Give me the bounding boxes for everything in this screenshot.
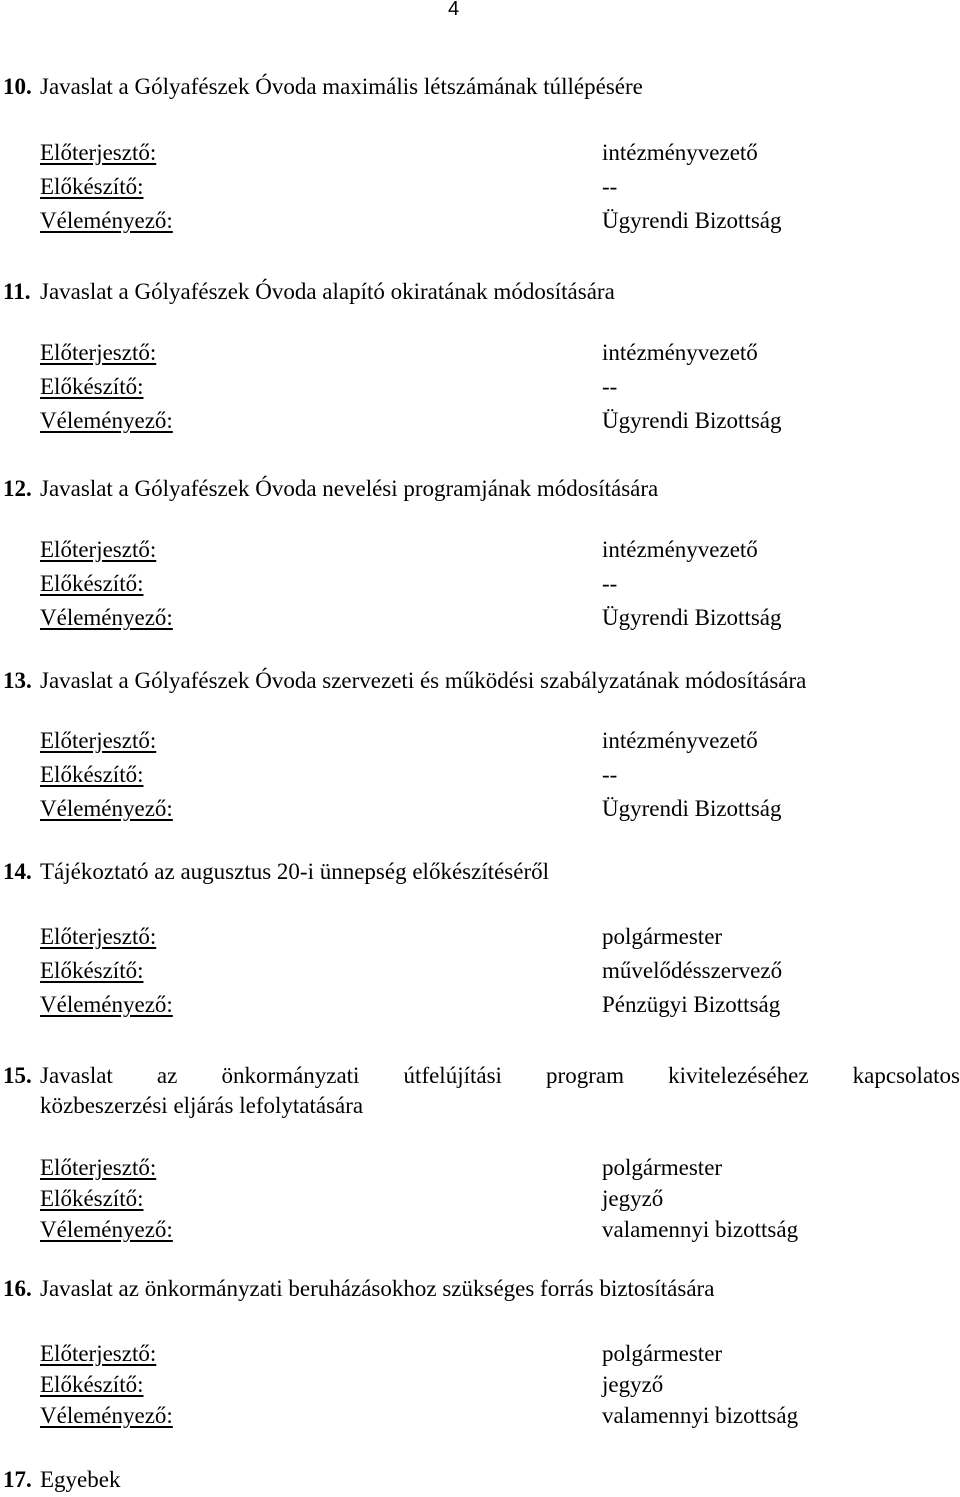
presenter-label: Előterjesztő: (40, 140, 157, 165)
preparer-row (40, 370, 960, 404)
agenda-item-roles (40, 533, 960, 635)
presenter-value: polgármester (602, 924, 723, 949)
presenter-label: Előterjesztő: (40, 1341, 157, 1366)
presenter-value: polgármester (602, 1341, 723, 1366)
preparer-value: művelődésszervező (602, 958, 783, 983)
preparer-label: Előkészítő: (40, 174, 144, 199)
reviewer-row (40, 988, 960, 1022)
agenda-item-title: Javaslat az önkormányzati beruházásokhoz szükséges forrás biztosítására (40, 1276, 715, 1301)
presenter-value: polgármester (602, 1155, 723, 1180)
preparer-label: Előkészítő: (40, 1186, 144, 1211)
reviewer-row (40, 601, 960, 635)
reviewer-row (40, 1214, 960, 1245)
agenda-item-number: 15. (3, 1063, 32, 1088)
reviewer-value: Ügyrendi Bizottság (602, 208, 782, 233)
agenda-item-roles (40, 1152, 960, 1245)
presenter-label: Előterjesztő: (40, 537, 157, 562)
reviewer-value: Pénzügyi Bizottság (602, 992, 781, 1017)
preparer-row (40, 170, 960, 204)
preparer-value: -- (602, 571, 618, 596)
preparer-label: Előkészítő: (40, 374, 144, 399)
agenda-item-title-continued: közbeszerzési eljárás lefolytatására (40, 1093, 364, 1118)
reviewer-label: Véleményező: (40, 796, 173, 821)
preparer-value: -- (602, 374, 618, 399)
reviewer-label: Véleményező: (40, 1403, 173, 1428)
preparer-row (40, 567, 960, 601)
agenda-item-roles (40, 336, 960, 438)
agenda-item-title: Javaslat az önkormányzati útfelújítási program kivitelezéséhez kapcsolatos (40, 1063, 960, 1088)
reviewer-value: valamennyi bizottság (602, 1403, 799, 1428)
reviewer-value: valamennyi bizottság (602, 1217, 799, 1242)
presenter-label: Előterjesztő: (40, 1155, 157, 1180)
agenda-item-number: 13. (3, 668, 32, 693)
reviewer-label: Véleményező: (40, 992, 173, 1017)
agenda-item-title: Javaslat a Gólyafészek Óvoda szervezeti és működési szabályzatának módosítására (40, 668, 807, 693)
presenter-value: intézményvezető (602, 140, 758, 165)
reviewer-label: Véleményező: (40, 408, 173, 433)
presenter-row (40, 1338, 960, 1369)
agenda-item-number: 12. (3, 476, 32, 501)
reviewer-label: Véleményező: (40, 1217, 173, 1242)
preparer-row (40, 1369, 960, 1400)
agenda-item-title: Javaslat a Gólyafészek Óvoda maximális létszámának túllépésére (40, 74, 643, 99)
reviewer-label: Véleményező: (40, 605, 173, 630)
presenter-row (40, 533, 960, 567)
preparer-row (40, 1183, 960, 1214)
presenter-row (40, 136, 960, 170)
agenda-item-roles (40, 724, 960, 826)
preparer-value: jegyző (602, 1372, 664, 1397)
agenda-item-number: 16. (3, 1276, 32, 1301)
reviewer-row (40, 1400, 960, 1431)
presenter-value: intézményvezető (602, 537, 758, 562)
agenda-item-number: 17. (3, 1467, 32, 1492)
preparer-row (40, 758, 960, 792)
presenter-value: intézményvezető (602, 728, 758, 753)
presenter-label: Előterjesztő: (40, 340, 157, 365)
preparer-label: Előkészítő: (40, 1372, 144, 1397)
reviewer-value: Ügyrendi Bizottság (602, 408, 782, 433)
reviewer-row (40, 404, 960, 438)
agenda-item-number: 10. (3, 74, 32, 99)
preparer-row (40, 954, 960, 988)
presenter-value: intézményvezető (602, 340, 758, 365)
presenter-label: Előterjesztő: (40, 728, 157, 753)
page-number: 4 (448, 0, 460, 20)
preparer-value: -- (602, 762, 618, 787)
reviewer-row (40, 204, 960, 238)
reviewer-label: Véleményező: (40, 208, 173, 233)
presenter-label: Előterjesztő: (40, 924, 157, 949)
preparer-label: Előkészítő: (40, 958, 144, 983)
preparer-value: jegyző (602, 1186, 664, 1211)
preparer-label: Előkészítő: (40, 762, 144, 787)
agenda-item-roles (40, 920, 960, 1022)
agenda-item-title: Tájékoztató az augusztus 20-i ünnepség előkészítéséről (40, 859, 550, 884)
reviewer-value: Ügyrendi Bizottság (602, 796, 782, 821)
presenter-row (40, 1152, 960, 1183)
presenter-row (40, 724, 960, 758)
preparer-value: -- (602, 174, 618, 199)
reviewer-value: Ügyrendi Bizottság (602, 605, 782, 630)
agenda-item-roles (40, 1338, 960, 1431)
presenter-row (40, 920, 960, 954)
agenda-item-number: 14. (3, 859, 32, 884)
agenda-item-title: Javaslat a Gólyafészek Óvoda nevelési programjának módosítására (40, 476, 659, 501)
agenda-item-number: 11. (3, 279, 31, 304)
preparer-label: Előkészítő: (40, 571, 144, 596)
agenda-item-title: Egyebek (40, 1467, 121, 1492)
reviewer-row (40, 792, 960, 826)
presenter-row (40, 336, 960, 370)
agenda-item-roles (40, 136, 960, 238)
agenda-item-title: Javaslat a Gólyafészek Óvoda alapító okiratának módosítására (40, 279, 615, 304)
